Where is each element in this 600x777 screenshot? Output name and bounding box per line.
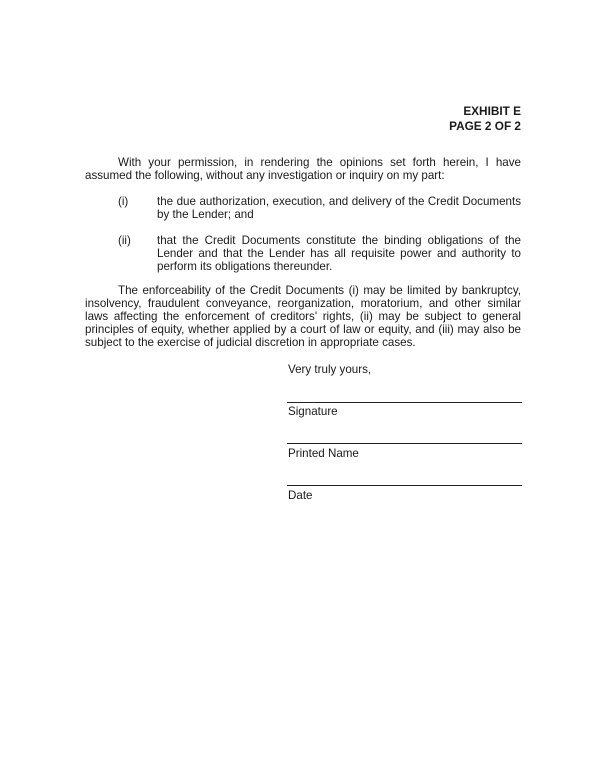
date-label: Date (288, 489, 313, 502)
item-text: the due authorization, execution, and delivery of the Credit Documents by the Lender; and (157, 195, 521, 221)
exhibit-label: EXHIBIT E (463, 104, 521, 118)
intro-paragraph: With your permission, in rendering the opinions set forth herein, I have assumed the following, without any investigation or inquiry on my part: (85, 156, 521, 182)
signature-line (287, 402, 522, 403)
item-number: (i) (118, 195, 129, 208)
closing: Very truly yours, (288, 363, 372, 376)
signature-label: Signature (288, 405, 338, 418)
page-number: PAGE 2 OF 2 (449, 119, 521, 133)
item-number: (ii) (118, 234, 131, 247)
date-line (287, 485, 522, 486)
enforceability-paragraph: The enforceability of the Credit Documents (i) may be limited by bankruptcy, insolvency, fraudulent conveyance, reorganization, moratorium, and other similar laws affecting the enforcement of creditors' rights, (ii) may be subject to general principles of equity, whether applied by a court of law or equity, and (iii) may also be subject to the exercise of judicial discretion in appropriate cases. (85, 284, 521, 349)
printed-name-label: Printed Name (288, 447, 359, 460)
item-text: that the Credit Documents constitute the binding obligations of the Lender and that the Lender has all requisite power and authority to perform its obligations thereunder. (157, 234, 521, 273)
printed-name-line (287, 443, 522, 444)
